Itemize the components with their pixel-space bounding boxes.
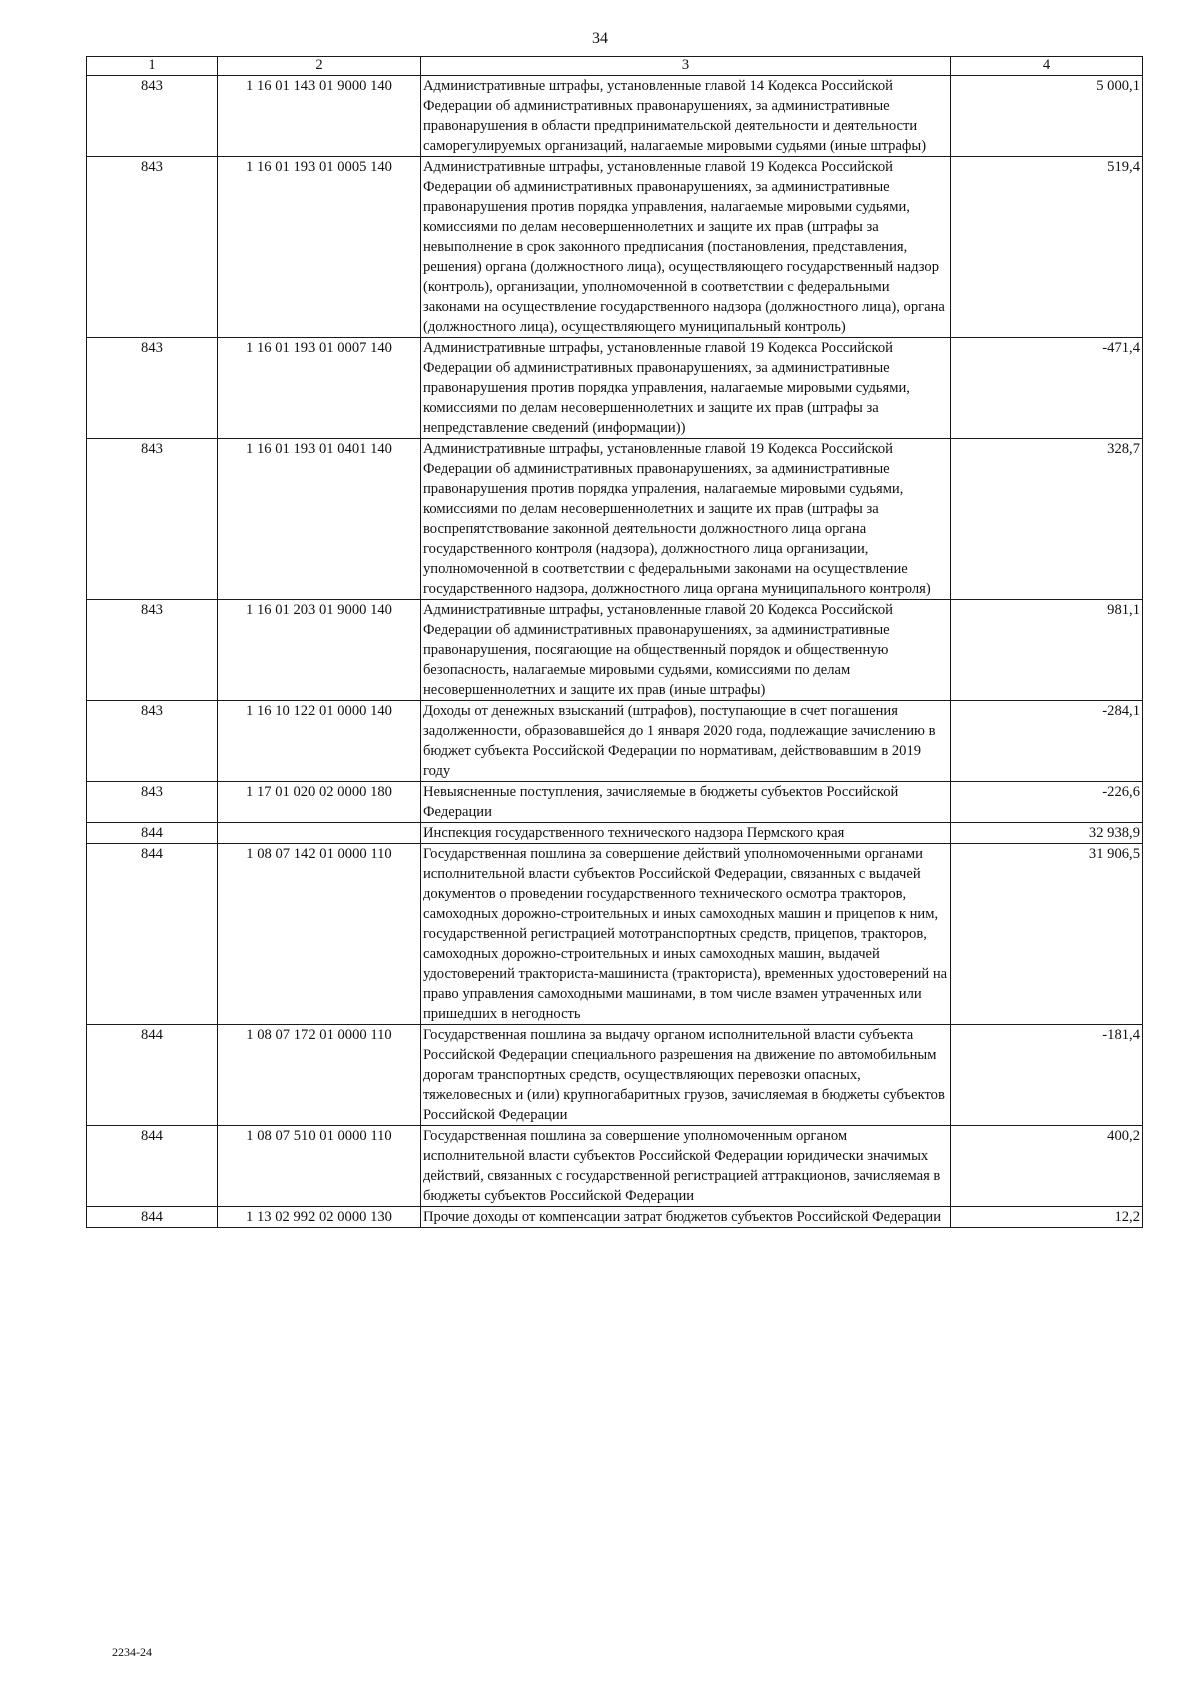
budget-code-cell: 1 13 02 992 02 0000 130 [218, 1207, 421, 1228]
table-row [87, 1207, 1143, 1228]
revenue-table [86, 56, 1143, 1228]
table-row [87, 701, 1143, 782]
budget-code-cell: 1 08 07 172 01 0000 110 [218, 1025, 421, 1126]
table-row [87, 600, 1143, 701]
column-header: 1 [87, 57, 218, 76]
budget-code-cell: 1 16 01 193 01 0007 140 [218, 338, 421, 439]
table-row [87, 439, 1143, 600]
table-row [87, 844, 1143, 1025]
budget-code-cell: 1 16 10 122 01 0000 140 [218, 701, 421, 782]
document-code: 2234-24 [112, 1645, 152, 1659]
table-row [87, 1025, 1143, 1126]
admin-code-cell: 843 [87, 600, 218, 701]
description-cell: Административные штрафы, установленные главой 19 Кодекса Российской Федерации об административных правонарушениях, за административные правонарушения против порядка упраления, налагаемые мировыми судьями, комиссиями по делам несовершеннолетних и защите их прав (штрафы за воспрепятствование законной деятельности должностного лица органа государственного контроля (надзора), должностного лица организации, уполномоченной в соответствии с федеральными законами на осуществление государственного надзора, должностного лица органа муниципального контроля) [421, 439, 951, 600]
description-cell: Административные штрафы, установленные главой 20 Кодекса Российской Федерации об административных правонарушениях, за административные правонарушения, посягающие на общественный порядок и общественную безопасность, налагаемые мировыми судьями, комиссиями по делам несовершеннолетних и защите их прав (иные штрафы) [421, 600, 951, 701]
amount-cell: -226,6 [951, 782, 1143, 823]
table-row [87, 76, 1143, 157]
amount-cell: -181,4 [951, 1025, 1143, 1126]
budget-code-cell: 1 16 01 203 01 9000 140 [218, 600, 421, 701]
amount-cell: 519,4 [951, 157, 1143, 338]
amount-cell: -284,1 [951, 701, 1143, 782]
admin-code-cell: 843 [87, 338, 218, 439]
amount-cell: 328,7 [951, 439, 1143, 600]
amount-cell: 12,2 [951, 1207, 1143, 1228]
admin-code-cell: 843 [87, 701, 218, 782]
description-cell: Административные штрафы, установленные главой 19 Кодекса Российской Федерации об административных правонарушениях, за административные правонарушения против порядка управления, налагаемые мировыми судьями, комиссиями по делам несовершеннолетних и защите их прав (штрафы за невыполнение в срок законного предписания (постановления, представления, решения) органа (должностного лица), осуществляющего государственный надзор (контроль), организации, уполномоченной в соответствии с федеральными законами на осуществление государственного надзора (должностного лица), органа (должностного лица), осуществляющего муниципальный контроль) [421, 157, 951, 338]
table-header-row [87, 57, 1143, 76]
budget-code-cell: 1 08 07 510 01 0000 110 [218, 1126, 421, 1207]
amount-cell: 32 938,9 [951, 823, 1143, 844]
column-header: 2 [218, 57, 421, 76]
amount-cell: 981,1 [951, 600, 1143, 701]
table-row [87, 1126, 1143, 1207]
budget-code-cell: 1 08 07 142 01 0000 110 [218, 844, 421, 1025]
description-cell: Прочие доходы от компенсации затрат бюджетов субъектов Российской Федерации [421, 1207, 951, 1228]
amount-cell: 400,2 [951, 1126, 1143, 1207]
admin-code-cell: 844 [87, 1207, 218, 1228]
description-cell: Государственная пошлина за выдачу органом исполнительной власти субъекта Российской Федерации специального разрешения на движение по автомобильным дорогам транспортных средств, осуществляющих перевозки опасных, тяжеловесных и (или) крупногабаритных грузов, зачисляемая в бюджеты субъектов Российской Федерации [421, 1025, 951, 1126]
admin-code-cell: 843 [87, 157, 218, 338]
admin-code-cell: 844 [87, 1025, 218, 1126]
admin-code-cell: 844 [87, 1126, 218, 1207]
amount-cell: 5 000,1 [951, 76, 1143, 157]
description-cell: Государственная пошлина за совершение действий уполномоченными органами исполнительной власти субъектов Российской Федерации, связанных с выдачей документов о проведении государственного технического осмотра тракторов, самоходных дорожно-строительных и иных самоходных машин и прицепов к ним, государственной регистрацией мототранспортных средств, прицепов, тракторов, самоходных дорожно-строительных и иных самоходных машин, выдачей удостоверений тракториста-машиниста (тракториста), временных удостоверений на право управления самоходными машинами, в том числе взамен утраченных или пришедших в негодность [421, 844, 951, 1025]
admin-code-cell: 843 [87, 76, 218, 157]
budget-code-cell: 1 16 01 193 01 0401 140 [218, 439, 421, 600]
amount-cell: 31 906,5 [951, 844, 1143, 1025]
page-number: 34 [592, 30, 608, 47]
table-row [87, 157, 1143, 338]
budget-code-cell: 1 17 01 020 02 0000 180 [218, 782, 421, 823]
budget-code-cell: 1 16 01 193 01 0005 140 [218, 157, 421, 338]
table-row [87, 782, 1143, 823]
description-cell: Инспекция государственного технического надзора Пермского края [421, 823, 951, 844]
description-cell: Государственная пошлина за совершение уполномоченным органом исполнительной власти субъектов Российской Федерации юридически значимых действий, связанных с государственной регистрацией аттракционов, зачисляемая в бюджеты субъектов Российской Федерации [421, 1126, 951, 1207]
table-row [87, 823, 1143, 844]
table-row [87, 338, 1143, 439]
description-cell: Невыясненные поступления, зачисляемые в бюджеты субъектов Российской Федерации [421, 782, 951, 823]
admin-code-cell: 843 [87, 782, 218, 823]
column-header: 3 [421, 57, 951, 76]
column-header: 4 [951, 57, 1143, 76]
admin-code-cell: 844 [87, 844, 218, 1025]
description-cell: Административные штрафы, установленные главой 14 Кодекса Российской Федерации об административных правонарушениях, за административные правонарушения в области предпринимательской деятельности и деятельности саморегулируемых организаций, налагаемые мировыми судьями (иные штрафы) [421, 76, 951, 157]
description-cell: Доходы от денежных взысканий (штрафов), поступающие в счет погашения задолженности, образовавшейся до 1 января 2020 года, подлежащие зачислению в бюджет субъекта Российской Федерации по нормативам, действовавшим в 2019 году [421, 701, 951, 782]
admin-code-cell: 844 [87, 823, 218, 844]
admin-code-cell: 843 [87, 439, 218, 600]
description-cell: Административные штрафы, установленные главой 19 Кодекса Российской Федерации об административных правонарушениях, за административные правонарушения против порядка управления, налагаемые мировыми судьями, комиссиями по делам несовершеннолетних и защите их прав (штрафы за непредставление сведений (информации)) [421, 338, 951, 439]
amount-cell: -471,4 [951, 338, 1143, 439]
budget-code-cell [218, 823, 421, 844]
budget-code-cell: 1 16 01 143 01 9000 140 [218, 76, 421, 157]
